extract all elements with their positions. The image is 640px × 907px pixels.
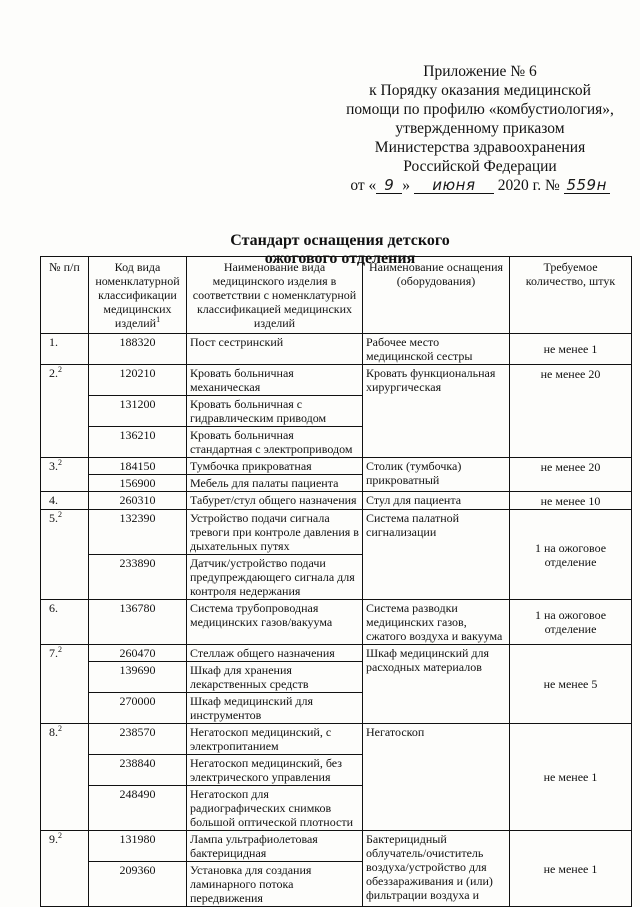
appendix-line: утвержденному приказом [395, 120, 565, 137]
required-quantity: не менее 10 [510, 492, 632, 510]
device-name: Датчик/устройство подачи предупреждающего сигнала для контроля недержания [187, 555, 363, 600]
date-prefix: от « [350, 177, 377, 194]
date-mid: » [402, 177, 411, 194]
device-name: Шкаф медицинский для инструментов [187, 693, 363, 724]
equipment-name: Столик (тумбочка) прикроватный [363, 458, 510, 492]
footnote-mark: 2 [58, 458, 62, 467]
row-number: 6. [41, 600, 89, 645]
table-row [41, 600, 632, 645]
appendix-line: Российской Федерации [403, 158, 557, 175]
nomenclature-code: 156900 [89, 475, 187, 492]
equipment-name: Стул для пациента [363, 492, 510, 510]
table-row [41, 458, 632, 475]
device-name: Табурет/стул общего назначения [187, 492, 363, 510]
nomenclature-code: 260310 [89, 492, 187, 510]
header-qty: Требуемое количество, штук [510, 257, 632, 334]
footnote-mark: 2 [58, 831, 62, 840]
title-line: ожогового отделения [264, 250, 416, 267]
title-line: Стандарт оснащения детского [230, 232, 450, 249]
required-quantity: 1 на ожоговое отделение [510, 600, 632, 645]
nomenclature-code: 248490 [89, 786, 187, 831]
footnote-mark: 2 [58, 510, 62, 519]
equipment-name: Рабочее место медицинской сестры [363, 334, 510, 365]
nomenclature-code: 139690 [89, 662, 187, 693]
equipment-name: Шкаф медицинский для расходных материалов [363, 645, 510, 724]
date-year: 2020 г. № [497, 177, 560, 194]
nomenclature-code: 136210 [89, 427, 187, 458]
appendix-line: к Порядку оказания медицинской [369, 82, 591, 99]
device-name: Система трубопроводная медицинских газов/вакуума [187, 600, 363, 645]
equipment-name: Кровать функциональная хирургическая [363, 365, 510, 458]
nomenclature-code: 188320 [89, 334, 187, 365]
header-device: Наименование вида медицинского изделия в соответствии с номенклатурной классификацией медицинских изделий [187, 257, 363, 334]
required-quantity: 1 на ожоговое отделение [510, 510, 632, 600]
table-row [41, 492, 632, 510]
handwritten-order-number: 559н [564, 177, 610, 194]
device-name: Кровать больничная с гидравлическим приводом [187, 396, 363, 427]
device-name: Тумбочка прикроватная [187, 458, 363, 475]
table-row [41, 645, 632, 662]
header-num: № п/п [41, 257, 89, 334]
table-row [41, 831, 632, 862]
device-name: Негатоскоп медицинский, с электропитанием [187, 724, 363, 755]
nomenclature-code: 260470 [89, 645, 187, 662]
row-number: 5.$^2$ [41, 510, 89, 600]
footnote-mark: 2 [58, 645, 62, 654]
table-body [41, 334, 632, 907]
device-name: Кровать больничная механическая [187, 365, 363, 396]
required-quantity: не менее 1 [510, 724, 632, 831]
device-name: Негатоскоп для радиографических снимков большой оптической плотности [187, 786, 363, 831]
required-quantity: не менее 5 [510, 645, 632, 724]
nomenclature-code: 238570 [89, 724, 187, 755]
row-number: 8.$^2$ [41, 724, 89, 831]
table-row [41, 724, 632, 755]
row-number: 4. [41, 492, 89, 510]
nomenclature-code: 132390 [89, 510, 187, 555]
nomenclature-code: 238840 [89, 755, 187, 786]
nomenclature-code: 209360 [89, 862, 187, 907]
equipment-name: Негатоскоп [363, 724, 510, 831]
required-quantity: не менее 1 [510, 334, 632, 365]
row-number: 1. [41, 334, 89, 365]
nomenclature-code: 131980 [89, 831, 187, 862]
footnote-mark: 2 [58, 724, 62, 733]
header-code: Код вида номенклатурной классификации медицинских изделий$^1$ [89, 257, 187, 334]
row-number: 9.$^2$ [41, 831, 89, 907]
device-name: Негатоскоп медицинский, без электрического управления [187, 755, 363, 786]
handwritten-month: июня [414, 177, 494, 194]
appendix-header [330, 62, 630, 195]
table-row [41, 365, 632, 396]
appendix-line: помощи по профилю «комбустиология», [346, 101, 614, 118]
appendix-line: Министерства здравоохранения [374, 139, 586, 156]
nomenclature-code: 120210 [89, 365, 187, 396]
nomenclature-code: 270000 [89, 693, 187, 724]
row-number: 7.$^2$ [41, 645, 89, 724]
table-row [41, 510, 632, 555]
appendix-line: Приложение № 6 [423, 63, 537, 80]
nomenclature-code: 184150 [89, 458, 187, 475]
device-name: Пост сестринский [187, 334, 363, 365]
device-name: Шкаф для хранения лекарственных средств [187, 662, 363, 693]
footnote-mark: 2 [58, 365, 62, 374]
equipment-standard-table [40, 256, 632, 907]
table-row [41, 334, 632, 365]
device-name: Кровать больничная стандартная с электроприводом [187, 427, 363, 458]
row-number: 3.$^2$ [41, 458, 89, 492]
device-name: Стеллаж общего назначения [187, 645, 363, 662]
header-equipment: Наименование оснащения (оборудования) [363, 257, 510, 334]
device-name: Мебель для палаты пациента [187, 475, 363, 492]
required-quantity: не менее 1 [510, 831, 632, 907]
handwritten-day: 9 [376, 177, 402, 194]
nomenclature-code: 131200 [89, 396, 187, 427]
required-quantity: не менее 20 [510, 458, 632, 492]
equipment-name: Система разводки медицинских газов, сжатого воздуха и вакуума [363, 600, 510, 645]
required-quantity: не менее 20 [510, 365, 632, 458]
nomenclature-code: 233890 [89, 555, 187, 600]
table-header-row [41, 257, 632, 334]
order-date-line [330, 176, 630, 195]
equipment-name: Бактерицидный облучатель/очиститель воздуха/устройство для обеззараживания и (или) фильтрации воздуха и [363, 831, 510, 907]
equipment-name: Система палатной сигнализации [363, 510, 510, 600]
footnote-mark: 1 [156, 315, 161, 324]
device-name: Установка для создания ламинарного потока передвижения [187, 862, 363, 907]
device-name: Устройство подачи сигнала тревоги при контроле давления в дыхательных путях [187, 510, 363, 555]
device-name: Лампа ультрафиолетовая бактерицидная [187, 831, 363, 862]
row-number: 2.$^2$ [41, 365, 89, 458]
nomenclature-code: 136780 [89, 600, 187, 645]
